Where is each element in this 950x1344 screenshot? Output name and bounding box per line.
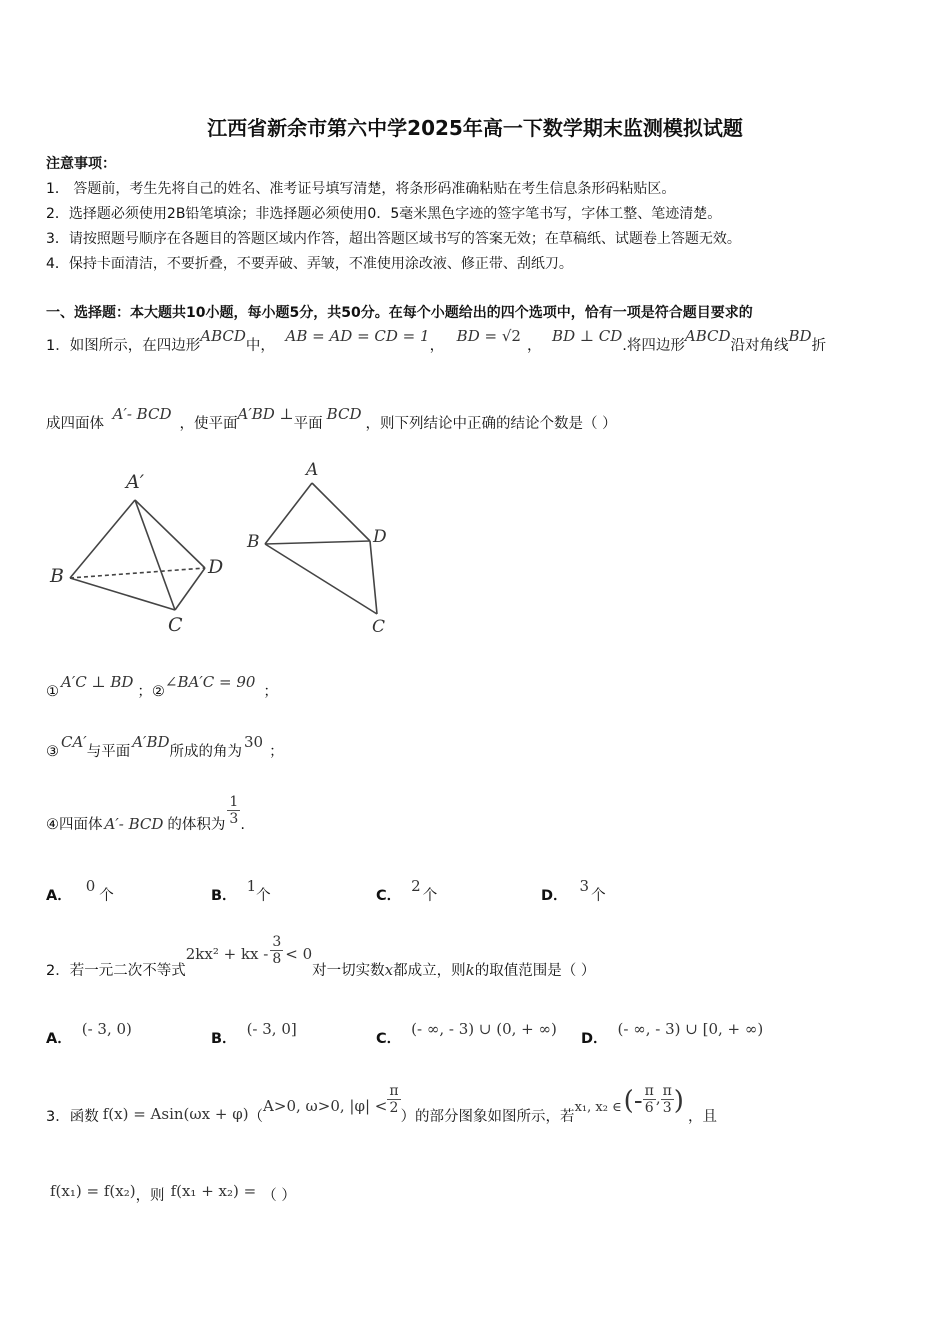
label-d-left: D xyxy=(208,556,224,578)
q3-int-den2: 3 xyxy=(662,1099,672,1116)
s2-end: ； xyxy=(263,684,278,700)
q2-fraction xyxy=(270,934,283,967)
q2-option-a-value: (- 3, 0) xyxy=(81,1020,132,1038)
q1-option-d-value: 3 xyxy=(579,877,590,895)
q1-option-b-label: B． xyxy=(211,888,237,904)
q2-option-d[interactable] xyxy=(581,1020,764,1048)
q1-diag: BD xyxy=(788,327,812,345)
question-3-line-2 xyxy=(46,1180,296,1204)
q3-xs: x₁, x₂ ∈ xyxy=(574,1100,622,1115)
edge-a-c-left xyxy=(135,500,175,610)
q3-prefix: 3．函数 xyxy=(46,1109,99,1125)
q3-lp: （ xyxy=(248,1109,264,1125)
q2-option-d-value: (- ∞, - 3) ∪ [0, + ∞) xyxy=(617,1020,764,1038)
q2-end: 的取值范围是（ ） xyxy=(474,962,596,979)
q1-option-d[interactable] xyxy=(541,877,606,905)
s1-mark: ① xyxy=(46,684,59,700)
statement-4 xyxy=(46,794,245,833)
s2-expr: ∠BA′C = 90 xyxy=(164,673,256,691)
s4-tet: A′- BCD xyxy=(104,814,164,833)
q2-option-d-label: D． xyxy=(581,1031,608,1047)
tetrahedron-figures xyxy=(40,458,400,638)
edge-d-c-left xyxy=(175,568,205,610)
q2-mid: 对一切实数 xyxy=(312,962,385,979)
label-d-right: D xyxy=(373,527,387,547)
q1-option-c-value: 2 xyxy=(411,877,421,895)
q3-line2-a: f(x₁) = f(x₂) xyxy=(50,1182,136,1200)
statement-1-2 xyxy=(46,673,278,701)
q3-int-frac2 xyxy=(661,1083,674,1116)
q1-option-b-unit: 个 xyxy=(256,888,271,904)
q1-option-d-label: D． xyxy=(541,888,568,904)
label-a-left: A′ xyxy=(126,471,145,493)
q1-option-a-unit: 个 xyxy=(99,888,114,904)
q1-plane2: BCD xyxy=(326,405,362,423)
s4-mid: 的体积为 xyxy=(167,816,226,833)
note-item-1: 1． 答题前，考生先将自己的姓名、准考证号填写清楚，将条形码准确粘贴在考生信息条形码粘贴区。 xyxy=(46,181,676,197)
q3-line2-b: ，则 xyxy=(135,1188,165,1204)
edge-d-c-right xyxy=(370,541,377,614)
q2-option-b-value: (- 3, 0] xyxy=(246,1020,297,1038)
q1-plane1: A′BD ⊥ xyxy=(237,405,294,423)
edge-a-d-left xyxy=(135,500,205,568)
q2-k: k xyxy=(465,960,475,979)
s4-mark: ④四面体 xyxy=(46,816,103,833)
q1-option-c[interactable] xyxy=(376,877,438,905)
q2-option-c[interactable] xyxy=(376,1020,557,1048)
s3-angle: 30 xyxy=(244,733,264,751)
q2-option-b-label: B． xyxy=(211,1031,237,1047)
s4-den: 3 xyxy=(229,811,239,827)
note-item-4: 4．保持卡面清洁，不要折叠，不要弄破、弄皱，不准使用涂改液、修正带、刮纸刀。 xyxy=(46,256,573,272)
s1-expr: A′C ⊥ BD xyxy=(61,673,134,691)
label-b-left: B xyxy=(50,565,64,587)
q1-along: 沿对角线 xyxy=(730,338,789,354)
q3-pi-num: π xyxy=(389,1082,399,1099)
statement-3 xyxy=(46,733,284,761)
question-2 xyxy=(46,934,596,979)
edge-a-b-left xyxy=(70,500,135,578)
s3-end: ； xyxy=(269,744,284,760)
q1-cond2b: √2 xyxy=(501,327,521,345)
edge-b-d-left xyxy=(70,568,205,578)
edge-b-c-right xyxy=(265,544,377,614)
edge-a-d-right xyxy=(312,483,370,541)
q1-option-a-label: A． xyxy=(46,888,72,904)
q1-cond2a: BD = xyxy=(456,327,502,345)
s3-c: 所成的角为 xyxy=(169,744,243,760)
s4-end: . xyxy=(240,816,245,833)
q3-int-frac1 xyxy=(643,1083,656,1116)
q3-rp: ）的部分图象如图所示，若 xyxy=(400,1109,575,1125)
s4-volume-fraction xyxy=(227,794,240,827)
q3-int-comma: , xyxy=(655,1089,661,1107)
q1-zhong: 中， xyxy=(245,338,275,354)
q2-frac-num: 3 xyxy=(272,934,282,950)
q2-option-a[interactable] xyxy=(46,1020,132,1048)
q2-x: x xyxy=(384,960,394,979)
q1-option-a-value: 0 xyxy=(85,877,96,895)
q1-tet: A′- BCD xyxy=(112,405,172,423)
q1-option-d-unit: 个 xyxy=(591,888,606,904)
question-1-line-2 xyxy=(46,405,617,433)
page-title: 江西省新余市第六中学2025年高一下数学期末监测模拟试题 xyxy=(207,116,743,140)
label-c-left: C xyxy=(168,614,183,636)
label-c-right: C xyxy=(372,617,386,637)
q2-option-b[interactable] xyxy=(211,1020,297,1048)
question-3-line-1 xyxy=(46,1080,717,1125)
q2-expr-a: 2kx² + kx - xyxy=(185,944,269,963)
q2-expr-b: < 0 xyxy=(285,944,313,963)
q2-option-c-value: (- ∞, - 3) ∪ (0, + ∞) xyxy=(411,1020,557,1038)
q1-quad: ABCD xyxy=(200,327,246,345)
q3-pi-den: 2 xyxy=(389,1099,399,1116)
q3-line2-d: （ ） xyxy=(262,1188,296,1204)
s3-line: CA′ xyxy=(61,733,87,751)
s3-plane: A′BD xyxy=(132,733,170,751)
q3-int-num2: π xyxy=(662,1082,672,1099)
q3-end: ，且 xyxy=(687,1109,717,1125)
label-a-right: A xyxy=(306,460,319,480)
q1-prefix: 1．如图所示，在四边形 xyxy=(46,338,201,354)
q1-line2-b: ，使平面 xyxy=(179,416,238,432)
q3-int-a: (- xyxy=(623,1086,643,1116)
q2-option-a-label: A． xyxy=(46,1031,72,1047)
q1-quad2: ABCD xyxy=(684,327,731,345)
q3-line2-c: f(x₁ + x₂) = xyxy=(170,1182,257,1200)
note-item-3: 3．请按照题号顺序在各题目的答题区域内作答，超出答题区域书写的答案无效；在草稿纸、试题卷上答题无效。 xyxy=(46,231,741,247)
question-1-line-1 xyxy=(46,327,827,355)
q1-mid: .将四边形 xyxy=(622,338,685,354)
q3-cond: A>0, ω>0, |φ| < xyxy=(263,1097,388,1115)
q3-pi-fraction xyxy=(387,1083,400,1116)
q1-comma1: ， xyxy=(429,338,445,354)
q3-int-num1: π xyxy=(644,1082,654,1099)
q1-option-c-label: C． xyxy=(376,888,402,904)
label-b-right: B xyxy=(247,532,260,552)
q1-line2-a: 成四面体 xyxy=(46,416,104,432)
q1-option-c-unit: 个 xyxy=(422,888,438,904)
q2-frac-den: 8 xyxy=(272,951,282,967)
q3-int-den1: 6 xyxy=(644,1099,654,1116)
q1-line2-c: 平面 xyxy=(293,416,323,432)
q3-func: f(x) = Asin(ωx + φ) xyxy=(102,1105,249,1123)
q1-comma2: ， xyxy=(526,338,542,354)
q1-option-b[interactable] xyxy=(211,877,271,905)
q1-option-b-value: 1 xyxy=(246,877,257,895)
s4-num: 1 xyxy=(229,794,239,810)
q1-line2-d: ，则下列结论中正确的结论个数是（ ） xyxy=(365,416,617,432)
note-item-2: 2．选择题必须使用2B铅笔填涂；非选择题必须使用0．5毫米黑色字迹的签字笔书写，字体工整、笔迹清楚。 xyxy=(46,206,722,222)
s3-mid: 与平面 xyxy=(86,744,131,760)
q2-mid2: 都成立，则 xyxy=(393,962,466,979)
q1-cond1: AB = AD = CD = 1 xyxy=(285,327,430,345)
edge-a-b-right xyxy=(265,483,312,544)
q2-option-c-label: C． xyxy=(376,1031,402,1047)
edge-b-d-right xyxy=(265,541,370,544)
notes-heading: 注意事项： xyxy=(46,156,116,172)
section-heading: 一、选择题：本大题共10小题，每小题5分，共50分。在每个小题给出的四个选项中，恰有一项是符合题目要求的 xyxy=(46,305,753,321)
q1-cond3: BD ⊥ CD xyxy=(552,327,623,345)
q2-prefix: 2．若一元二次不等式 xyxy=(46,962,186,979)
edge-b-c-left xyxy=(70,578,175,610)
s1-sep: ；② xyxy=(137,684,165,700)
s3-mark: ③ xyxy=(46,744,59,760)
q3-int-b: ) xyxy=(673,1086,684,1116)
q1-option-a[interactable] xyxy=(46,877,114,905)
q1-zhe: 折 xyxy=(811,338,827,354)
